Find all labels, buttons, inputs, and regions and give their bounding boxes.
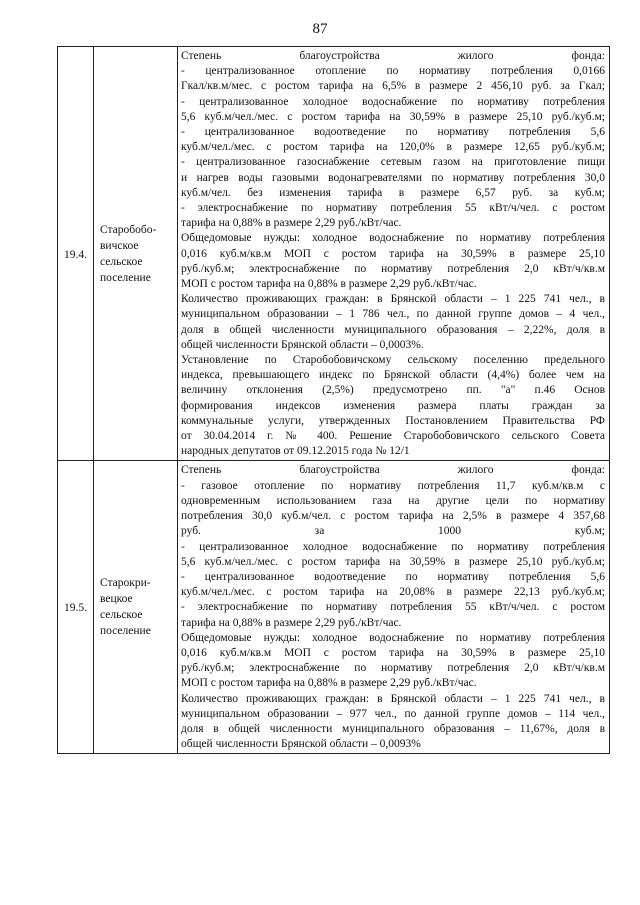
text-line: формирования индексов изменения размера платы граждан за [181, 399, 605, 412]
row-number: 19.4. [64, 248, 87, 261]
settlement-name-cell [94, 47, 178, 461]
tariff-description-cell [178, 47, 610, 461]
description-paragraph [181, 231, 605, 292]
text-line: - централизованное холодное водоснабжение по нормативу потребления [181, 95, 605, 108]
text-line: 0,016 куб.м/кв.м МОП с ростом тарифа на 30,59% в размере 25,10 [181, 646, 605, 659]
text-line: тарифа на 0,88% в размере 2,29 руб./кВт/час. [181, 616, 402, 629]
text-line: величину отклонения (2,5%) предусмотрено пп. "а" п.46 Основ [181, 384, 605, 397]
settlement-name-line: сельское [100, 609, 143, 622]
settlement-name-line: Старокри- [100, 577, 151, 590]
settlement-name-line: вецкое [100, 593, 133, 606]
text-line: - газовое отопление по нормативу потребления 11,7 куб.м/кв.м с [181, 479, 605, 492]
description-paragraph [181, 692, 605, 753]
text-line: руб. за 1000 куб.м; [181, 525, 605, 538]
text-line: МОП с ростом тарифа на 0,88% в размере 2,29 руб./кВт/час. [181, 677, 477, 690]
settlement-name-line: вичское [100, 239, 139, 252]
description-paragraph [181, 49, 605, 231]
text-line: - электроснабжение по нормативу потребления 55 кВт/ч/чел. с ростом [181, 601, 605, 614]
text-line: общей численности Брянской области – 0,0003%. [181, 338, 424, 351]
text-line: - централизованное холодное водоснабжение по нормативу потребления [181, 540, 605, 553]
settlement-name-line: Старобобо- [100, 223, 157, 236]
settlement-name-line: сельское [100, 255, 143, 268]
tariff-table [57, 46, 610, 754]
description-paragraph [181, 353, 605, 459]
text-line: потребления 30,0 куб.м/чел. с ростом тарифа на 2,5% в размере 4 357,68 [181, 510, 605, 523]
text-line: Количество проживающих граждан: в Брянской области – 1 225 741 чел., в [181, 293, 605, 306]
row-number-cell [58, 47, 94, 461]
text-line: Установление по Старобобовичскому сельскому поселению предельного [181, 354, 605, 367]
row-number: 19.5. [64, 602, 87, 615]
page-number: 87 [312, 21, 328, 37]
text-line: - централизованное отопление по нормативу потребления 0,0166 [181, 65, 605, 78]
text-line: доля в общей численности муниципального образования – 11,67%, доля в [181, 722, 605, 735]
row-number-cell [58, 461, 94, 754]
text-line: Гкал/кв.м/мес. с ростом тарифа на 6,5% в размере 2 456,10 руб. за Гкал; [181, 80, 605, 93]
description-paragraph [181, 463, 605, 630]
text-line: коммунальные услуги, утвержденных Постановлением Правительства РФ [181, 414, 605, 427]
settlement-name-line: поселение [100, 625, 151, 638]
text-line: доля в общей численности муниципального образования – 2,22%, доля в [181, 323, 605, 336]
text-line: куб.м/чел. без изменения тарифа в размере 6,57 руб. за куб.м; [181, 186, 605, 199]
text-line: руб./куб.м; электроснабжение по нормативу потребления 2,0 кВт/ч/кв.м [181, 662, 605, 675]
description-paragraph [181, 631, 605, 692]
text-line: от 30.04.2014 г. № 400. Решение Старобобовичского сельского Совета [181, 430, 605, 443]
text-line: куб.м/чел./мес. с ростом тарифа на 120,0% в размере 12,65 руб./куб.м; [181, 141, 605, 154]
tariff-description-cell [178, 461, 610, 754]
text-line: 5,6 куб.м/чел./мес. с ростом тарифа на 30,59% в размере 25,10 руб./куб.м; [181, 555, 605, 568]
text-line: одновременным использованием газа на другие цели по нормативу [181, 494, 605, 507]
description-paragraph [181, 292, 605, 353]
text-line: Общедомовые нужды: холодное водоснабжение по нормативу потребления [181, 232, 605, 245]
settlement-name-line: поселение [100, 271, 151, 284]
text-line: - централизованное газоснабжение сетевым газом на приготовление пищи [181, 156, 605, 169]
text-line: Степень благоустройства жилого фонда: [181, 464, 605, 477]
text-line: 5,6 куб.м/чел./мес. с ростом тарифа на 30,59% в размере 25,10 руб./куб.м; [181, 110, 605, 123]
text-line: - электроснабжение по нормативу потребления 55 кВт/ч/чел. с ростом [181, 202, 605, 215]
table-row [58, 461, 610, 754]
text-line: - централизованное водоотведение по нормативу потребления 5,6 [181, 126, 605, 139]
text-line: Количество проживающих граждан: в Брянской области – 1 225 741 чел., в [181, 692, 605, 705]
text-line: народных депутатов от 09.12.2015 года № 12/1 [181, 445, 410, 458]
text-line: Степень благоустройства жилого фонда: [181, 50, 605, 62]
text-line: - централизованное водоотведение по нормативу потребления 5,6 [181, 570, 605, 583]
text-line: муниципальном образовании – 977 чел., по данной группе домов – 114 чел., [181, 707, 605, 720]
table-row [58, 47, 610, 461]
text-line: руб./куб.м; электроснабжение по нормативу потребления 2,0 кВт/ч/кв.м [181, 262, 605, 275]
text-line: и нагрев воды газовыми водонагревателями по нормативу потребления 30,0 [181, 171, 605, 184]
text-line: Общедомовые нужды: холодное водоснабжение по нормативу потребления [181, 631, 605, 644]
text-line: куб.м/чел./мес. с ростом тарифа на 20,08% в размере 22,13 руб./куб.м; [181, 586, 605, 599]
text-line: общей численности Брянской области – 0,0093% [181, 738, 421, 751]
text-line: индекса, превышающего индекс по Брянской области (4,4%) более чем на [181, 369, 605, 382]
text-line: тарифа на 0,88% в размере 2,29 руб./кВт/час. [181, 217, 402, 230]
text-line: муниципальном образовании – 1 786 чел., по данной группе домов – 4 чел., [181, 308, 605, 321]
text-line: МОП с ростом тарифа на 0,88% в размере 2,29 руб./кВт/час. [181, 278, 477, 291]
text-line: 0,016 куб.м/кв.м МОП с ростом тарифа на 30,59% в размере 25,10 [181, 247, 605, 260]
settlement-name-cell [94, 461, 178, 754]
